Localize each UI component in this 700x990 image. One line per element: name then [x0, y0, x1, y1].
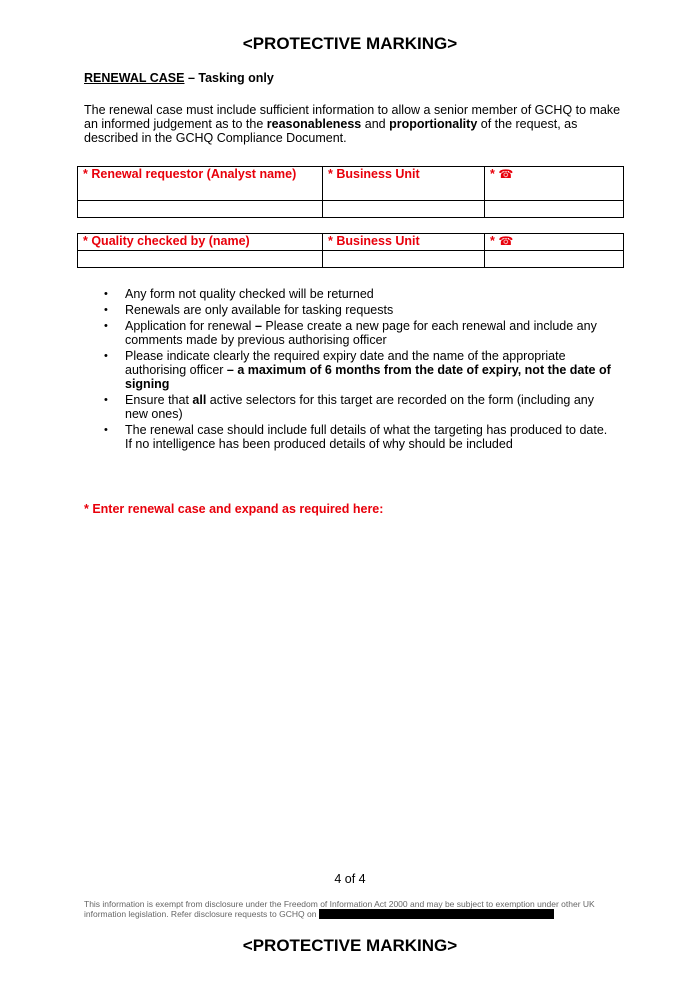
intro-bold-reasonableness: reasonableness	[266, 117, 362, 131]
list-item	[104, 349, 614, 391]
note-text: Renewals are only available for tasking requests	[125, 303, 394, 317]
business-unit-field[interactable]	[323, 251, 485, 268]
list-item	[104, 319, 614, 347]
phone-field[interactable]	[485, 201, 624, 218]
required-star: *	[490, 234, 499, 248]
note-text: Please indicate clearly the required expiry date and the name of the appropriate authorising officer	[125, 349, 566, 377]
foi-notice-text: This information is exempt from disclosure under the Freedom of Information Act 2000 and may be subject to exemption under other UK information legislation. Refer disclosure requests to GCHQ on	[84, 899, 595, 919]
protective-marking-footer: <PROTECTIVE MARKING>	[242, 936, 458, 955]
note-bold: –	[254, 319, 262, 333]
heading-tasking-only: – Tasking only	[184, 71, 274, 85]
intro-paragraph	[84, 103, 624, 145]
list-item	[104, 303, 614, 317]
note-text: Please create a new page for each renewal and include any comments made by previous authorising officer	[125, 319, 597, 347]
business-unit-label: * Business Unit	[323, 234, 485, 251]
business-unit-field[interactable]	[323, 201, 485, 218]
enter-renewal-case-prompt: * Enter renewal case and expand as required here:	[84, 502, 384, 516]
business-unit-label: * Business Unit	[323, 167, 485, 201]
list-item	[104, 393, 614, 421]
foi-disclosure-notice	[84, 899, 624, 919]
quality-checked-table	[77, 233, 624, 268]
protective-marking-header: <PROTECTIVE MARKING>	[242, 34, 458, 53]
phone-field[interactable]	[485, 251, 624, 268]
guidance-notes-list	[104, 287, 614, 453]
quality-checked-label: * Quality checked by (name)	[78, 234, 323, 251]
note-text: Application for renewal	[125, 319, 255, 333]
list-item	[104, 287, 614, 301]
note-bold: all	[192, 393, 207, 407]
note-text: active selectors for this target are recorded on the form (including any new ones)	[125, 393, 595, 421]
list-item	[104, 423, 614, 451]
intro-text-1: The renewal case must include sufficient information to allow a senior member of GCHQ to make an informed judgement as to the	[84, 103, 621, 131]
phone-label	[485, 234, 624, 251]
intro-text-3: of the request, as described in the GCHQ Compliance Document.	[84, 117, 578, 145]
renewal-requestor-label: * Renewal requestor (Analyst name)	[78, 167, 323, 201]
quality-checked-field[interactable]	[78, 251, 323, 268]
note-text: The renewal case should include full details of what the targeting has produced to date. If no intelligence has been produced details of why should be included	[125, 423, 608, 451]
required-star: *	[490, 167, 499, 181]
section-heading	[84, 71, 624, 85]
phone-label	[485, 167, 624, 201]
redaction-bar	[319, 909, 554, 919]
intro-bold-proportionality: proportionality	[389, 117, 478, 131]
renewal-requestor-table	[77, 166, 624, 218]
note-text: Ensure that	[125, 393, 193, 407]
note-text: Any form not quality checked will be returned	[125, 287, 374, 301]
intro-text-2: and	[361, 117, 390, 131]
phone-icon: ☎	[498, 167, 514, 181]
note-bold: – a maximum of 6 months from the date of expiry, not the date of signing	[125, 363, 611, 391]
renewal-requestor-field[interactable]	[78, 201, 323, 218]
page-number: 4 of 4	[334, 872, 366, 886]
phone-icon: ☎	[498, 234, 514, 248]
heading-renewal-case: RENEWAL CASE	[84, 71, 185, 85]
